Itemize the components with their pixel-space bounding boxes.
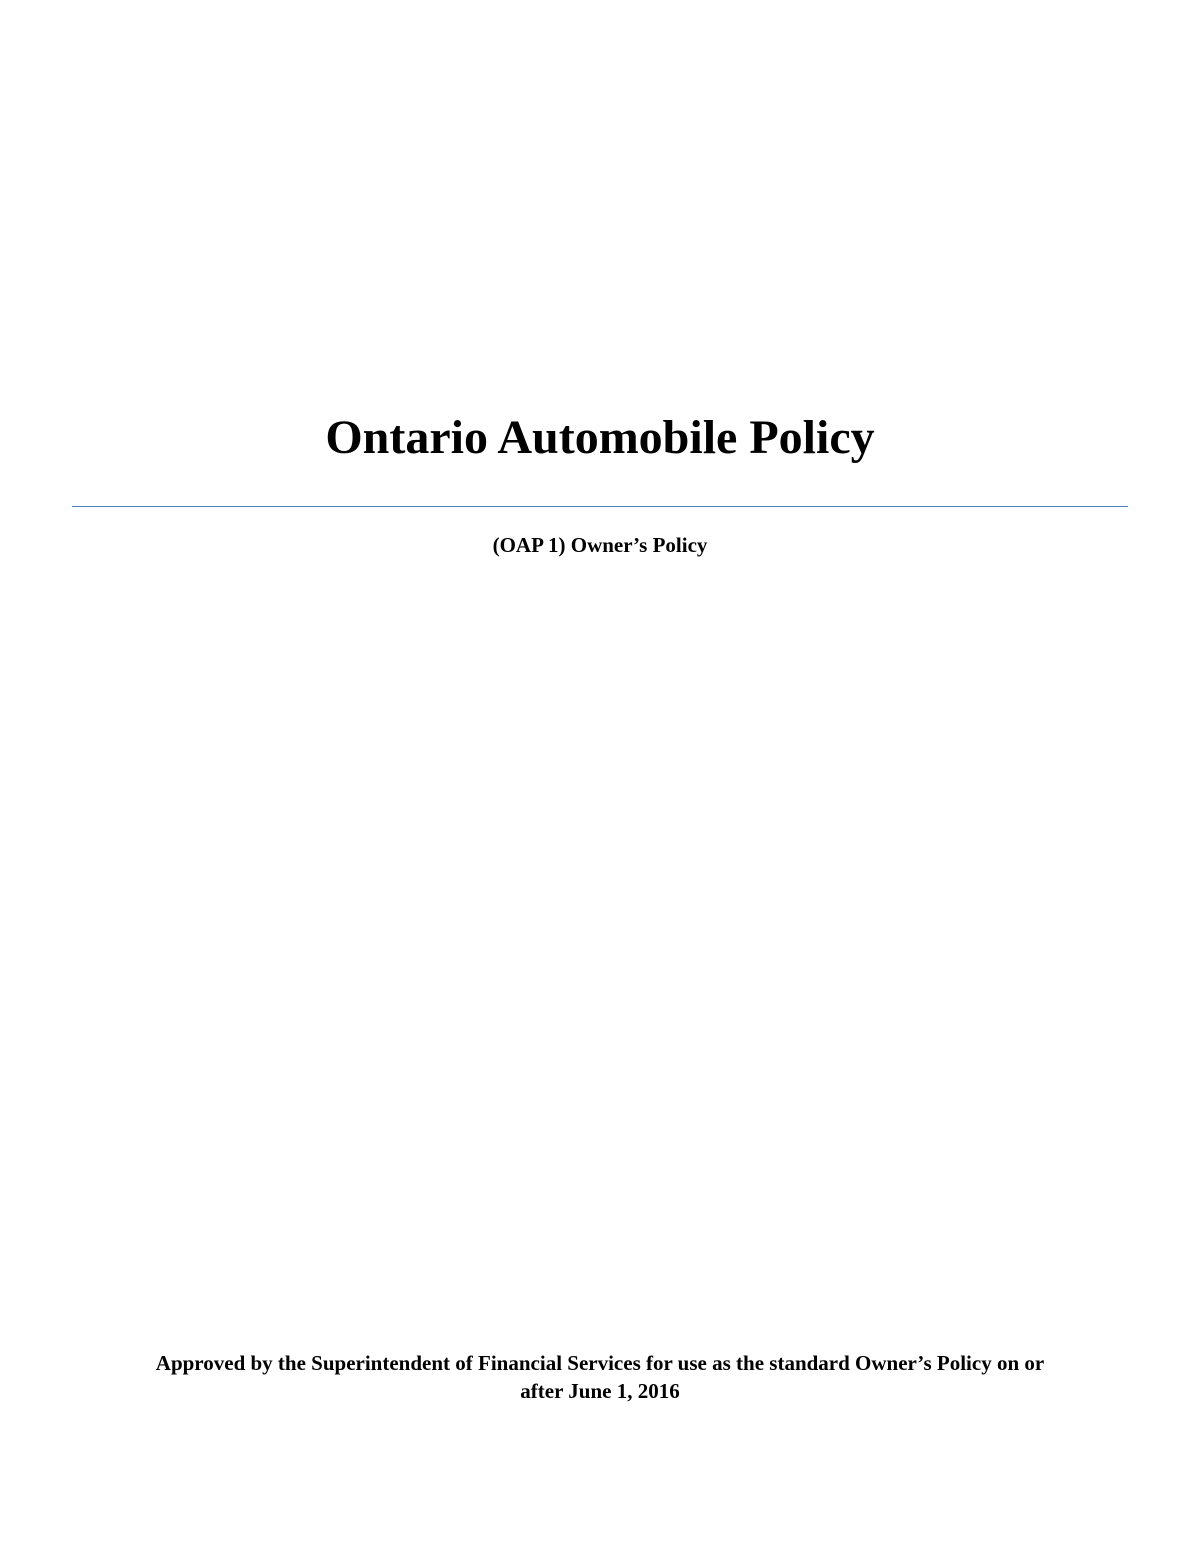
approval-line-1: Approved by the Superintendent of Financial Services for use as the standard Owner’s Policy on or	[155, 1351, 1045, 1375]
approval-statement	[90, 1349, 1110, 1405]
document-title: Ontario Automobile Policy	[325, 411, 875, 464]
title-divider	[72, 506, 1128, 507]
approval-line-2: after June 1, 2016	[520, 1379, 680, 1403]
document-subtitle: (OAP 1) Owner’s Policy	[492, 533, 708, 557]
